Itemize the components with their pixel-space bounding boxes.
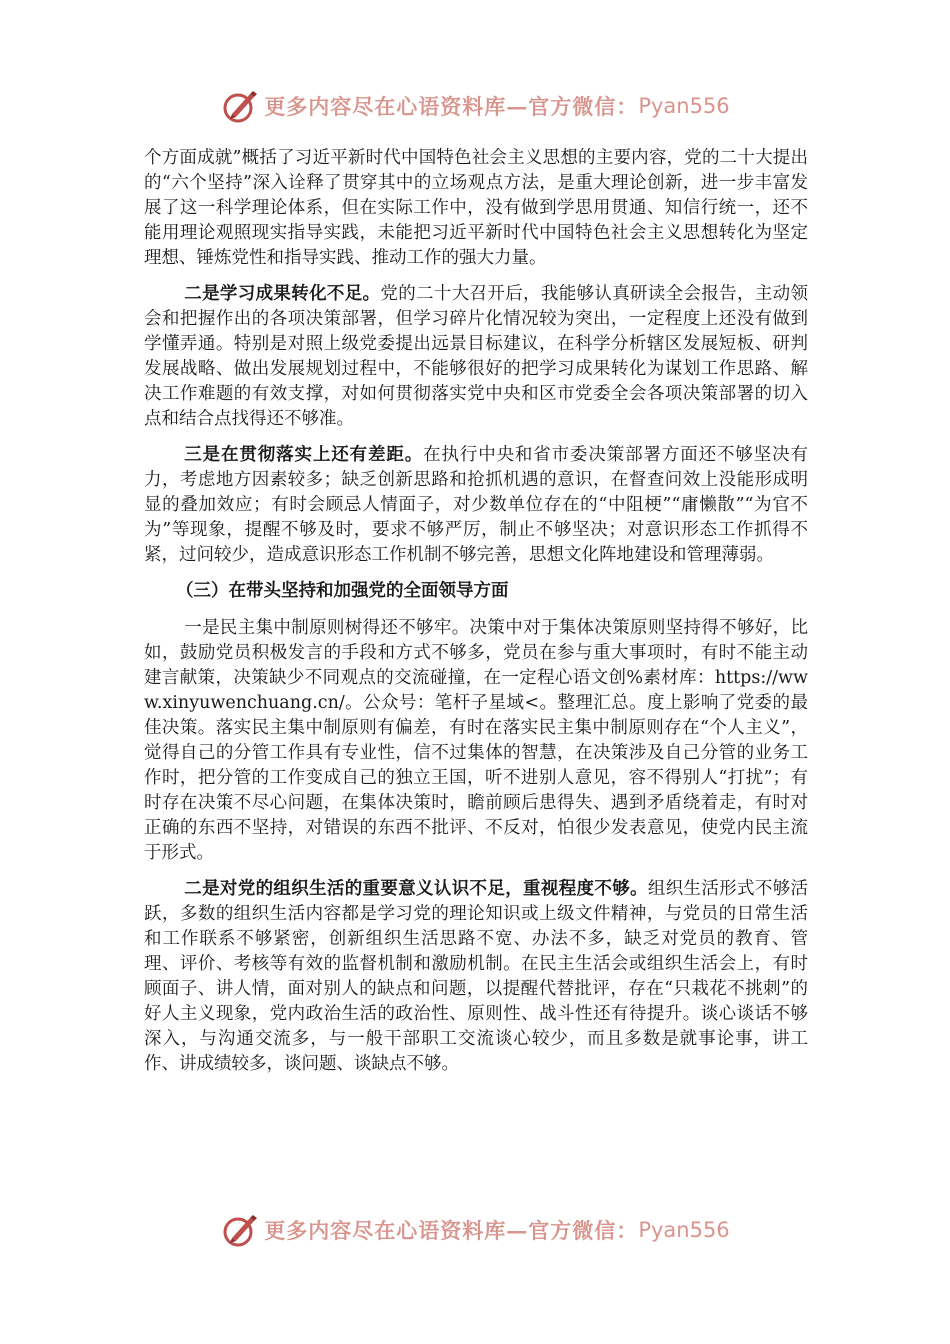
paragraph-3-lead: 三是在贯彻落实上还有差距。 [184, 445, 424, 465]
pen-logo-icon [220, 1210, 260, 1250]
header-banner-id: Pyan556 [638, 94, 730, 118]
document-body [144, 146, 808, 1088]
paragraph-5-lead: 二是对党的组织生活的重要意义认识不足，重视程度不够。 [184, 879, 648, 899]
header-banner [0, 84, 950, 128]
paragraph-4: 一是民主集中制原则树得还不够牢。决策中对于集体决策原则坚持得不够好，比如，鼓励党员积极发言的手段和方式不够多，党员在参与重大事项时，有时不能主动建言献策，决策缺少不同观点的交流碰撞，在一定程心语文创%素材库：https://www.xinyuwenchuang.cn/。公众号：笔杆子星域<。整理汇总。度上影响了党委的最佳决策。落实民主集中制原则有偏差，有时在落实民主集中制原则存在“个人主义”，觉得自己的分管工作具有专业性，信不过集体的智慧，在决策涉及自己分管的业务工作时，把分管的工作变成自己的独立王国，听不进别人意见，容不得别人“打扰”；有时存在决策不尽心问题，在集体决策时，瞻前顾后患得失、遇到矛盾绕着走，有时对正确的东西不坚持，对错误的东西不批评、不反对，怕很少发表意见，使党内民主流于形式。 [144, 618, 808, 863]
paragraph-3 [144, 443, 808, 568]
footer-banner-id: Pyan556 [638, 1218, 730, 1242]
pen-logo-icon [220, 86, 260, 126]
paragraph-2 [144, 282, 808, 432]
footer-banner-text: 更多内容尽在心语资料库—官方微信： [264, 1218, 639, 1243]
paragraph-2-lead: 二是学习成果转化不足。 [184, 284, 381, 304]
footer-banner [0, 1208, 950, 1252]
paragraph-5-text: 组织生活形式不够活跃，多数的组织生活内容都是学习党的理论知识或上级文件精神，与党员的日常生活和工作联系不够紧密，创新组织生活思路不宽、办法不多，缺乏对党员的教育、管理、评价、考核等有效的监督机制和激励机制。在民主生活会或组织生活会上，有时顾面子、讲人情，面对别人的缺点和问题，以提醒代替批评，存在“只栽花不挑刺”的好人主义现象，党内政治生活的政治性、原则性、战斗性还有待提升。谈心谈话不够深入，与沟通交流多，与一般干部职工交流谈心较少，而且多数是就事论事，讲工作、讲成绩较多，谈问题、谈缺点不够。 [144, 879, 809, 1074]
paragraph-5 [144, 877, 808, 1077]
paragraph-3-text: 在执行中央和省市委决策部署方面还不够坚决有力，考虑地方因素较多；缺乏创新思路和抢抓机遇的意识，在督查问效上没能形成明显的叠加效应；有时会顾忌人情面子，对少数单位存在的“中阻梗”“庸懒散”“为官不为”等现象，提醒不够及时，要求不够严厉，制止不够坚决；对意识形态工作抓得不紧，过问较少，造成意识形态工作机制不够完善，思想文化阵地建设和管理薄弱。 [144, 445, 809, 565]
section-heading: （三）在带头坚持和加强党的全面领导方面 [176, 581, 509, 601]
paragraph-2-text: 党的二十大召开后，我能够认真研读全会报告，主动领会和把握作出的各项决策部署，但学习碎片化情况较为突出，一定程度上还没有做到学懂弄通。特别是对照上级党委提出远景目标建议，在科学分析辖区发展短板、研判发展战略、做出发展规划过程中，不能够很好的把学习成果转化为谋划工作思路、解决工作难题的有效支撑，对如何贯彻落实党中央和区市党委全会各项决策部署的切入点和结合点找得还不够准。 [144, 284, 808, 429]
paragraph-1: 个方面成就”概括了习近平新时代中国特色社会主义思想的主要内容，党的二十大提出的“六个坚持”深入诠释了贯穿其中的立场观点方法，是重大理论创新，进一步丰富发展了这一科学理论体系，但在实际工作中，没有做到学思用贯通、知信行统一，还不能用理论观照现实指导实践，未能把习近平新时代中国特色社会主义思想转化为坚定理想、锤炼党性和指导实践、推动工作的强大力量。 [144, 148, 808, 268]
header-banner-text: 更多内容尽在心语资料库—官方微信： [264, 94, 639, 119]
